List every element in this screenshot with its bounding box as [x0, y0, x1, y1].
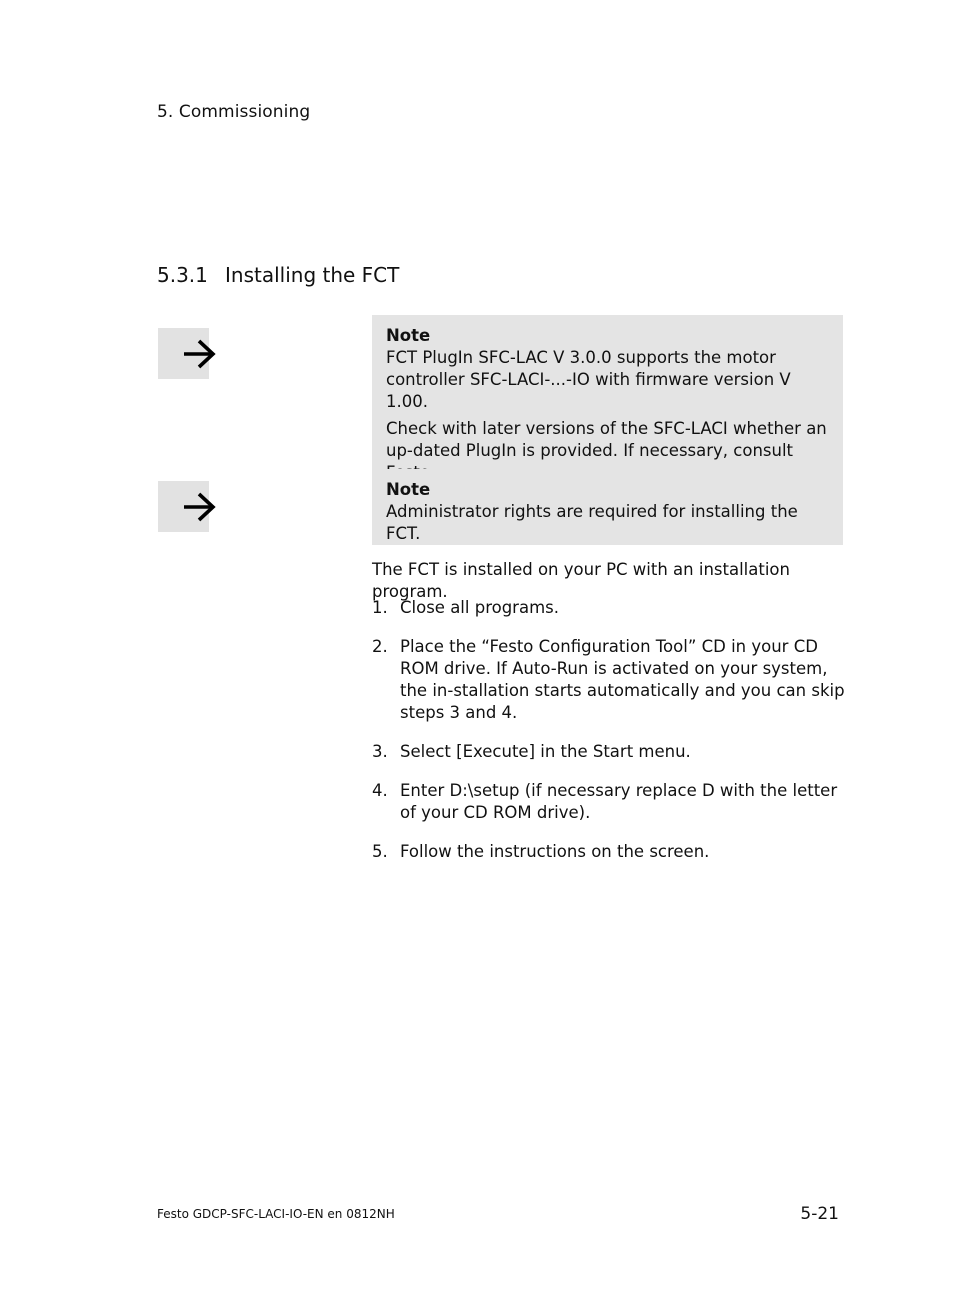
section-number: 5.3.1	[157, 263, 208, 287]
footer-document-id: Festo GDCP-SFC-LACI-IO-EN en 0812NH	[157, 1207, 395, 1221]
step-text: Follow the instructions on the screen.	[400, 842, 710, 861]
note-title: Note	[386, 326, 431, 345]
step-text: Place the “Festo Configuration Tool” CD in your CD ROM drive. If Auto-Run is activated on your system, the in-stallation starts automatically and you can skip steps 3 and 4.	[400, 637, 845, 722]
list-item	[372, 841, 847, 863]
intro-paragraph: The FCT is installed on your PC with an installation program.	[372, 560, 790, 601]
step-text: Select [Execute] in the Start menu.	[400, 742, 691, 761]
arrow-right-icon	[180, 334, 220, 374]
step-number: 1.	[372, 598, 388, 617]
note-arrow-icon	[158, 481, 209, 532]
list-item	[372, 780, 847, 824]
running-header-chapter: 5. Commissioning	[157, 102, 311, 122]
list-item	[372, 636, 847, 724]
step-text: Close all programs.	[400, 598, 559, 617]
step-number: 5.	[372, 842, 388, 861]
section-title: Installing the FCT	[225, 263, 400, 287]
note-paragraph: Check with later versions of the SFC-LACI whether an up-dated PlugIn is provided. If necessary, consult	[386, 419, 827, 460]
step-number: 4.	[372, 781, 388, 800]
note-arrow-icon	[158, 328, 209, 379]
step-text: Enter D:\setup (if necessary replace D with the letter of your CD ROM drive).	[400, 781, 838, 822]
note-paragraph: Administrator rights are required for installing the FCT.	[386, 502, 798, 543]
arrow-right-icon	[180, 487, 220, 527]
installation-steps-list	[372, 597, 847, 880]
step-number: 3.	[372, 742, 388, 761]
list-item	[372, 597, 847, 619]
step-number: 2.	[372, 637, 388, 656]
note-paragraph: FCT PlugIn SFC-LAC V 3.0.0 supports the motor controller SFC-LACI-...-IO with firmware version V 1.00.	[386, 348, 791, 411]
footer-page-number: 5-21	[800, 1204, 839, 1224]
list-item	[372, 741, 847, 763]
note-box	[372, 469, 843, 545]
section-heading	[157, 263, 399, 287]
note-title: Note	[386, 480, 431, 499]
